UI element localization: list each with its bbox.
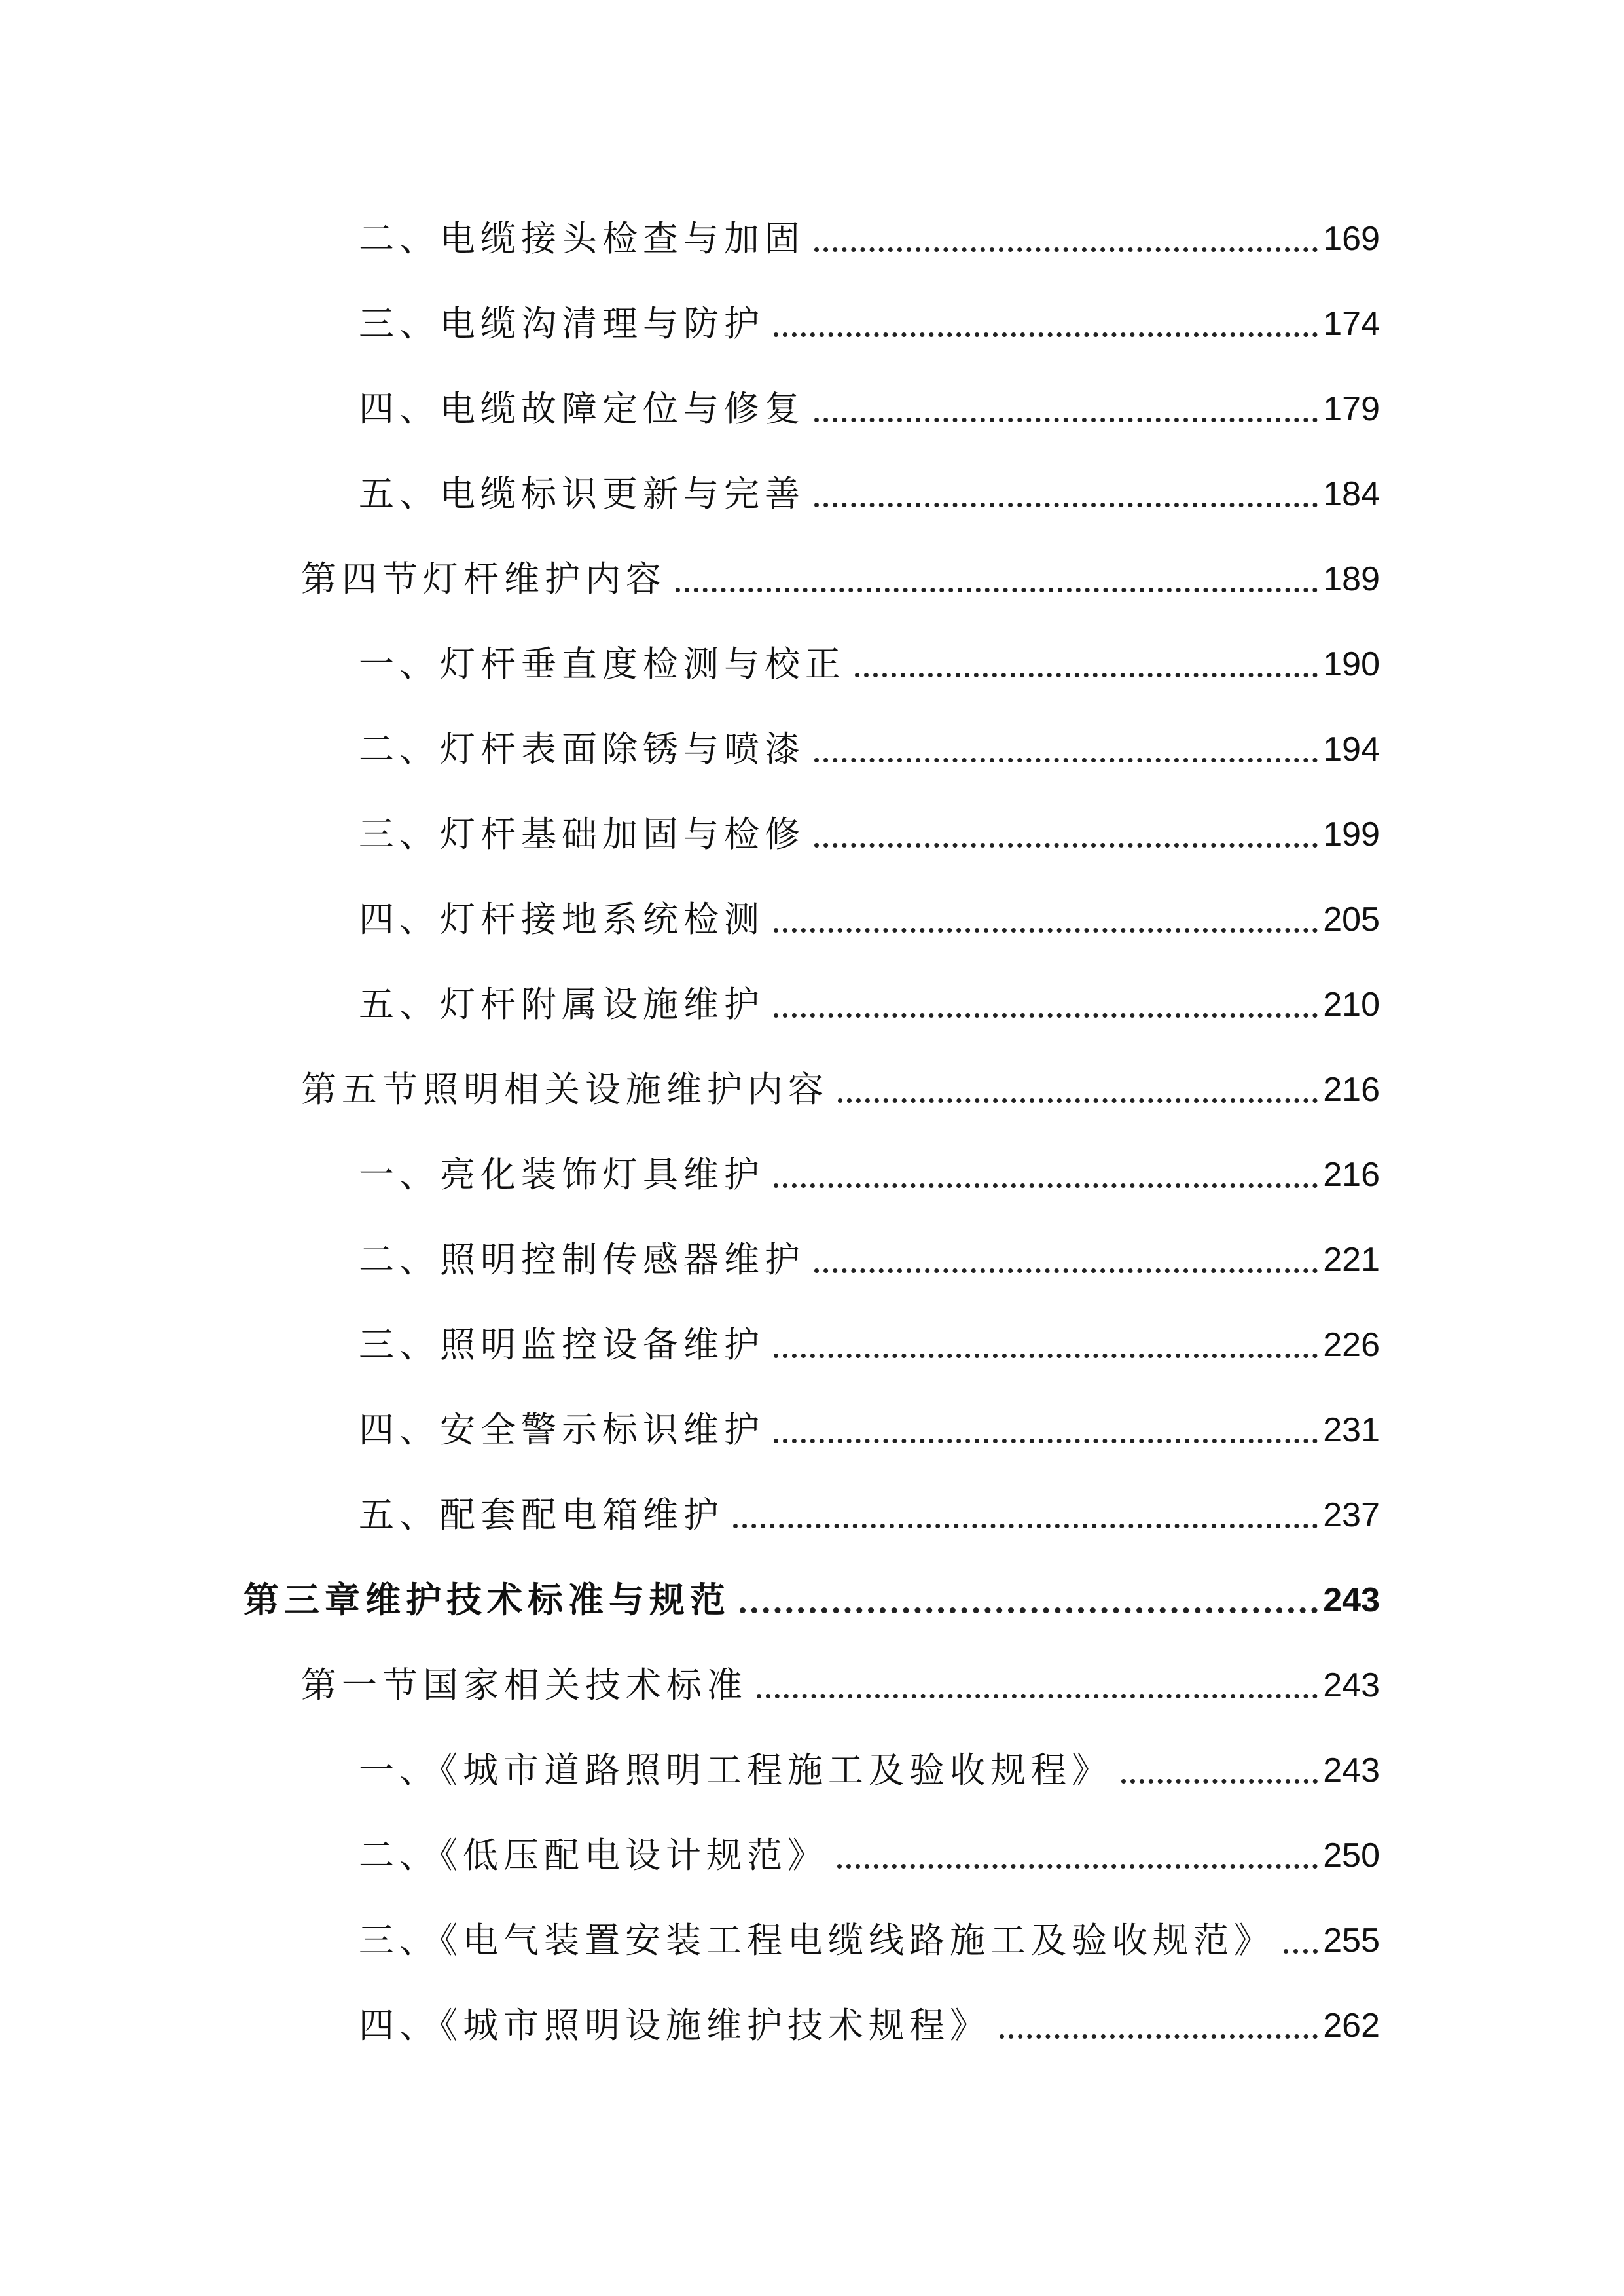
dot-leader: [837, 1864, 1318, 1869]
toc-entry[interactable]: [359, 2000, 1380, 2052]
dot-leader: [1284, 1949, 1318, 1954]
toc-entry-title: 四、灯杆接地系统检测: [359, 899, 765, 940]
toc-entry-page: 243: [1323, 1666, 1380, 1704]
toc-entry[interactable]: [359, 1149, 1380, 1201]
toc-entry[interactable]: [301, 1659, 1380, 1712]
toc-entry[interactable]: [359, 1829, 1380, 1882]
toc-entry-page: 255: [1323, 1922, 1380, 1960]
toc-entry[interactable]: [359, 468, 1380, 520]
toc-entry-title: 第一节国家相关技术标准: [301, 1664, 748, 1706]
dot-leader: [733, 1524, 1318, 1528]
toc-entry-title: 四、《城市照明设施维护技术规程》: [359, 2005, 990, 2046]
dot-leader: [814, 418, 1318, 422]
toc-entry[interactable]: [359, 893, 1380, 946]
toc-entry[interactable]: [359, 978, 1380, 1031]
toc-entry-title: 二、照明控制传感器维护: [359, 1239, 805, 1280]
toc-entry[interactable]: [359, 638, 1380, 691]
dot-leader: [774, 1439, 1318, 1443]
toc-entry-title: 二、电缆接头检查与加固: [359, 218, 805, 259]
toc-entry[interactable]: [359, 1404, 1380, 1456]
toc-entry-page: 199: [1323, 816, 1380, 853]
dot-leader: [774, 1013, 1318, 1018]
toc-entry-page: 262: [1323, 2007, 1380, 2045]
toc-entry-page: 169: [1323, 220, 1380, 258]
toc-entry-title: 三、灯杆基础加固与检修: [359, 814, 805, 855]
toc-entry[interactable]: [359, 723, 1380, 776]
toc-entry-title: 五、灯杆附属设施维护: [359, 984, 765, 1025]
toc-entry-page: 179: [1323, 390, 1380, 428]
dot-leader: [814, 503, 1318, 507]
dot-leader: [757, 1694, 1318, 1698]
dot-leader: [774, 928, 1318, 933]
dot-leader: [814, 247, 1318, 252]
toc-entry-title: 三、照明监控设备维护: [359, 1324, 765, 1365]
toc-entry-title: 第四节灯杆维护内容: [301, 558, 666, 600]
dot-leader: [855, 673, 1318, 677]
toc-entry[interactable]: [359, 1489, 1380, 1541]
dot-leader: [838, 1098, 1318, 1103]
toc-entry-title: 三、《电气装置安装工程电缆线路施工及验收规范》: [359, 1920, 1274, 1961]
toc-entry-page: 250: [1323, 1837, 1380, 1874]
toc-entry[interactable]: [359, 1914, 1380, 1967]
toc-entry-page: 231: [1323, 1411, 1380, 1449]
toc-entry-page: 216: [1323, 1071, 1380, 1109]
dot-leader: [814, 843, 1318, 848]
toc-entry-page: 190: [1323, 645, 1380, 683]
toc-entry[interactable]: [359, 1319, 1380, 1371]
toc-entry-title: 二、《低压配电设计规范》: [359, 1835, 828, 1876]
dot-leader: [1000, 2034, 1318, 2039]
dot-leader: [774, 332, 1318, 337]
toc-entry-page: 174: [1323, 305, 1380, 343]
dot-leader: [740, 1607, 1318, 1613]
toc-entry-title: 一、亮化装饰灯具维护: [359, 1154, 765, 1195]
dot-leader: [814, 758, 1318, 762]
toc-entry[interactable]: [359, 1744, 1380, 1797]
toc-entry-title: 第三章维护技术标准与规范: [244, 1579, 731, 1621]
toc-entry[interactable]: [301, 1064, 1380, 1116]
toc-entry-page: 194: [1323, 730, 1380, 768]
toc-entry-title: 四、电缆故障定位与修复: [359, 388, 805, 429]
toc-entry-page: 237: [1323, 1496, 1380, 1534]
toc-entry[interactable]: [359, 808, 1380, 861]
toc-entry[interactable]: [301, 553, 1380, 605]
toc-entry-page: 184: [1323, 475, 1380, 513]
toc-entry-title: 五、配套配电箱维护: [359, 1494, 724, 1535]
toc-entry-page: 226: [1323, 1326, 1380, 1364]
toc-entry[interactable]: [359, 213, 1380, 265]
toc-entry[interactable]: [359, 1234, 1380, 1286]
dot-leader: [774, 1183, 1318, 1188]
toc-entry-title: 二、灯杆表面除锈与喷漆: [359, 728, 805, 770]
toc-entry-page: 221: [1323, 1241, 1380, 1279]
dot-leader: [676, 588, 1318, 592]
dot-leader: [1121, 1779, 1318, 1784]
toc-entry-title: 四、安全警示标识维护: [359, 1409, 765, 1450]
toc-entry-title: 三、电缆沟清理与防护: [359, 303, 765, 344]
toc-chapter-entry[interactable]: [244, 1574, 1380, 1626]
dot-leader: [814, 1268, 1318, 1273]
toc-entry-page: 189: [1323, 560, 1380, 598]
toc-entry[interactable]: [359, 298, 1380, 350]
toc-entry-title: 第五节照明相关设施维护内容: [301, 1069, 829, 1110]
toc-entry-page: 210: [1323, 986, 1380, 1024]
toc-entry-page: 205: [1323, 901, 1380, 939]
toc-entry-title: 五、电缆标识更新与完善: [359, 473, 805, 514]
toc-entry-page: 243: [1323, 1751, 1380, 1789]
toc-entry-title: 一、《城市道路照明工程施工及验收规程》: [359, 1749, 1112, 1791]
toc-entry-title: 一、灯杆垂直度检测与校正: [359, 643, 846, 685]
dot-leader: [774, 1354, 1318, 1358]
toc-entry-page: 243: [1323, 1581, 1380, 1619]
toc-entry[interactable]: [359, 383, 1380, 435]
toc-entry-page: 216: [1323, 1156, 1380, 1194]
